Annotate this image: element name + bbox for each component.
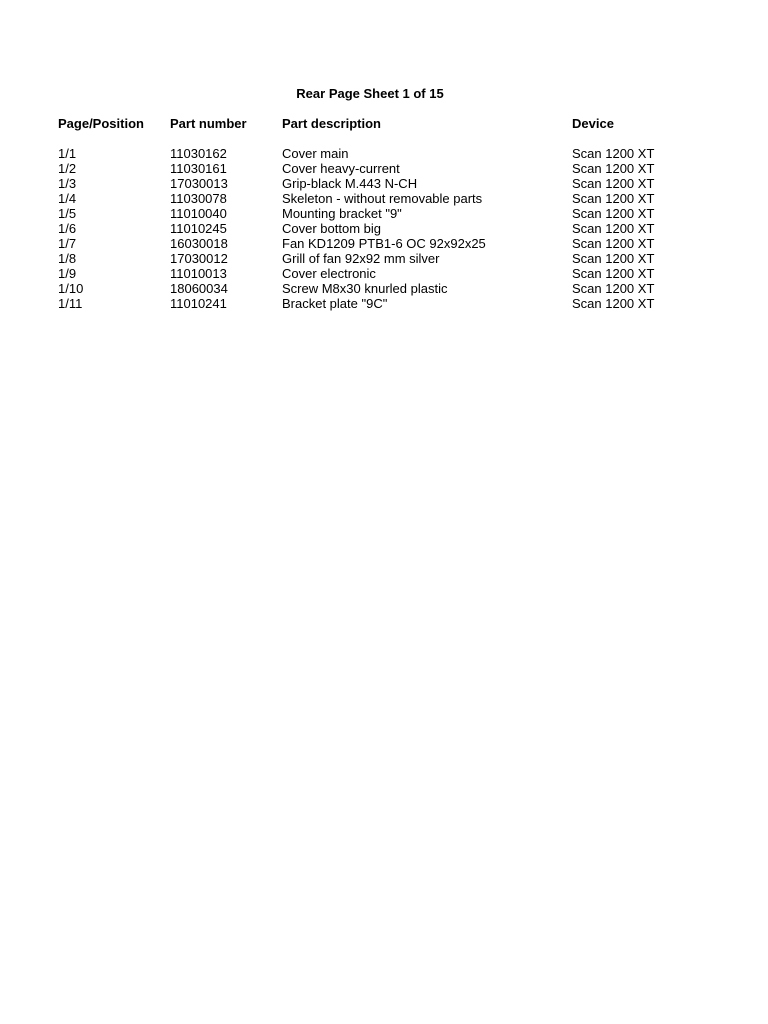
table-row	[0, 191, 768, 206]
cell-part-number: 17030012	[170, 251, 228, 266]
cell-position: 1/2	[58, 161, 77, 176]
cell-description: Fan KD1209 PTB1-6 OC 92x92x25	[282, 236, 486, 251]
cell-description: Cover electronic	[282, 266, 376, 281]
cell-device: Scan 1200 XT	[572, 176, 655, 191]
table-row	[0, 296, 768, 311]
cell-position: 1/3	[58, 176, 77, 191]
cell-part-number: 18060034	[170, 281, 228, 296]
cell-position: 1/8	[58, 251, 77, 266]
cell-part-number: 16030018	[170, 236, 228, 251]
table-row	[0, 176, 768, 191]
cell-part-number: 17030013	[170, 176, 228, 191]
table-row	[0, 251, 768, 266]
cell-position: 1/1	[58, 146, 77, 161]
cell-part-number: 11030078	[170, 191, 227, 206]
cell-device: Scan 1200 XT	[572, 266, 655, 281]
cell-description: Skeleton - without removable parts	[282, 191, 483, 206]
cell-device: Scan 1200 XT	[572, 146, 655, 161]
cell-description: Mounting bracket "9"	[282, 206, 402, 221]
cell-device: Scan 1200 XT	[572, 251, 655, 266]
cell-part-number: 11010241	[170, 296, 227, 311]
cell-part-number: 11030161	[170, 161, 227, 176]
cell-description: Cover main	[282, 146, 349, 161]
cell-position: 1/10	[58, 281, 84, 296]
table-row	[0, 236, 768, 251]
table-row	[0, 161, 768, 176]
cell-part-number: 11010245	[170, 221, 227, 236]
header-part-number: Part number	[170, 116, 247, 131]
cell-position: 1/6	[58, 221, 77, 236]
cell-description: Screw M8x30 knurled plastic	[282, 281, 448, 296]
sheet-title: Rear Page Sheet 1 of 15	[296, 86, 444, 101]
table-row	[0, 266, 768, 281]
table-row	[0, 206, 768, 221]
cell-description: Grill of fan 92x92 mm silver	[282, 251, 440, 266]
cell-description: Cover heavy-current	[282, 161, 400, 176]
cell-device: Scan 1200 XT	[572, 206, 655, 221]
cell-position: 1/11	[58, 296, 83, 311]
cell-device: Scan 1200 XT	[572, 161, 655, 176]
cell-description: Grip-black M.443 N-CH	[282, 176, 418, 191]
header-device: Device	[572, 116, 614, 131]
table-row	[0, 221, 768, 236]
table-row	[0, 281, 768, 296]
header-page-position: Page/Position	[58, 116, 144, 131]
cell-device: Scan 1200 XT	[572, 236, 655, 251]
parts-table-body	[0, 146, 768, 311]
cell-device: Scan 1200 XT	[572, 281, 655, 296]
header-part-description: Part description	[282, 116, 381, 131]
table-row	[0, 146, 768, 161]
cell-part-number: 11010013	[170, 266, 227, 281]
cell-device: Scan 1200 XT	[572, 296, 655, 311]
cell-position: 1/4	[58, 191, 77, 206]
cell-position: 1/5	[58, 206, 77, 221]
cell-description: Cover bottom big	[282, 221, 381, 236]
cell-part-number: 11030162	[170, 146, 227, 161]
table-header	[0, 116, 768, 132]
cell-position: 1/9	[58, 266, 77, 281]
cell-device: Scan 1200 XT	[572, 191, 655, 206]
cell-description: Bracket plate "9C"	[282, 296, 388, 311]
cell-part-number: 11010040	[170, 206, 227, 221]
cell-device: Scan 1200 XT	[572, 221, 655, 236]
cell-position: 1/7	[58, 236, 77, 251]
